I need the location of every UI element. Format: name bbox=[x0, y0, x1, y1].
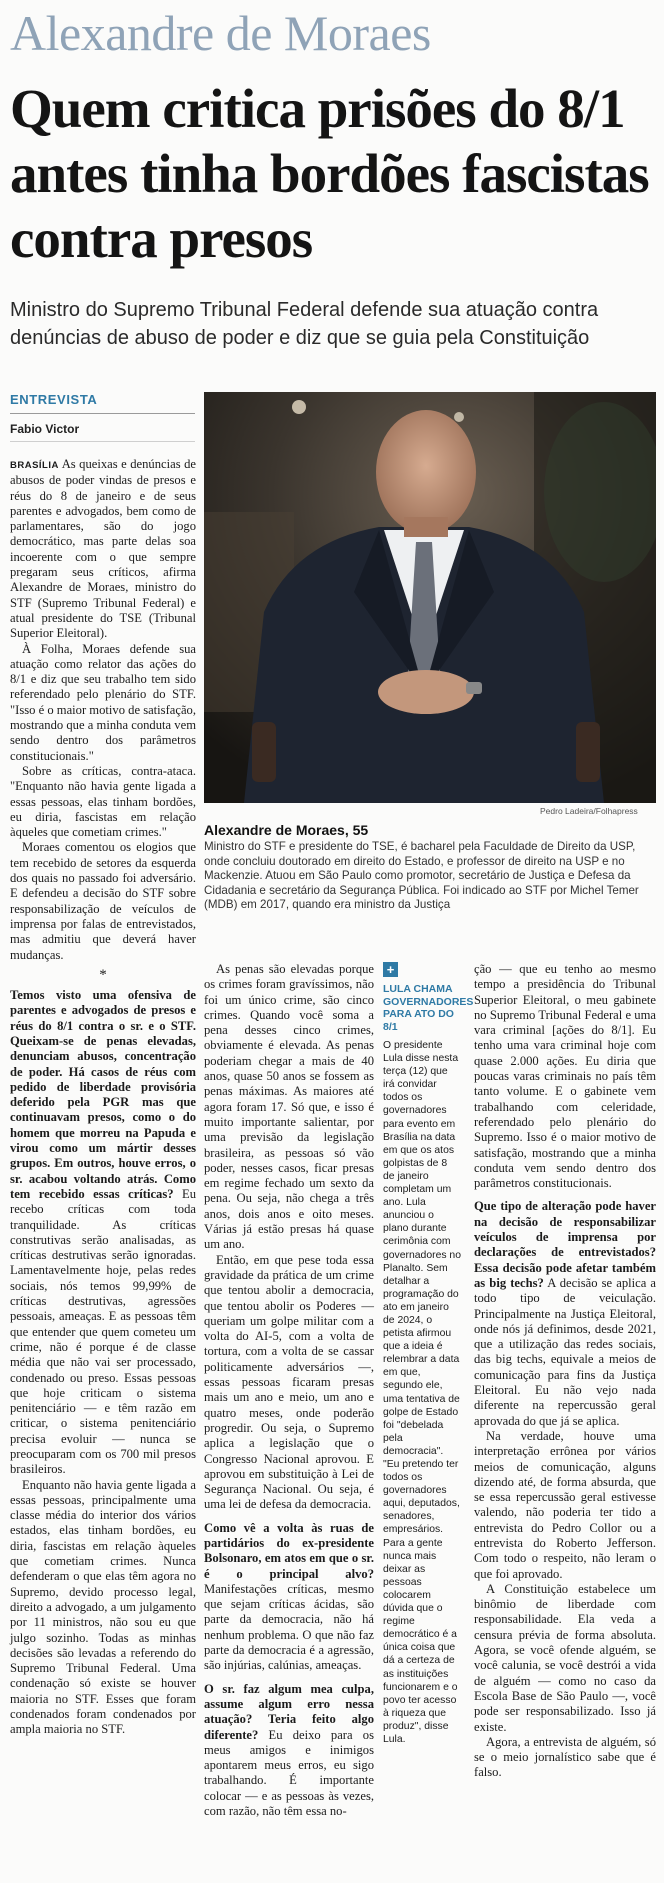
paragraph: Então, em que pese toda essa gravidade da prática de um crime que tentou abolir a democracia, que tentou abolir os Poderes — queriam um golpe militar com a volta do AI-5, com a volta de tortura, com a volta de se cassar politicamente adversários —, essas pessoas ficaram presas mais um ano e meio, um ano e quatro meses, onde poderão progredir. Ou seja, o Supremo aplica a legislação que o Congresso Nacional aprovou. E aprovou em substituição à Lei de Segurança Nacional. Ou seja, é uma lei de defesa da democracia. bbox=[204, 1252, 374, 1512]
paragraph: Agora, a entrevista de alguém, só se o meio jornalístico sabe que é falso. bbox=[474, 1734, 656, 1780]
paragraph: A Constituição estabelece um binômio de liberdade com responsabilidade. Ela veda a censura prévia de forma absoluta. Agora, se você ofende alguém, se você calunia, se você destrói a vida de alguém — como no caso da Escola Base de São Paulo —, você pode ser responsabilizado. Isso já existe. bbox=[474, 1581, 656, 1734]
divider bbox=[10, 413, 195, 414]
question: Como vê a volta às ruas de partidários do ex-presidente Bolsonaro, em atos em que o sr. é o principal alvo? bbox=[204, 1520, 374, 1581]
paragraph: Na verdade, houve uma interpretação errônea por vários meios de comunicação, alguns dizendo até, de forma absurda, que se essa repercussão geral estivesse valendo, não poderia ter tido a entrevista do Pedro Collor ou a entrevista do Roberto Jefferson. Com todo o respeito, não leram o que foi aprovado. bbox=[474, 1428, 656, 1581]
article-column-2 bbox=[204, 962, 374, 1819]
caption-name: Alexandre de Moraes, 55 bbox=[204, 822, 369, 838]
article-column-1 bbox=[10, 457, 196, 1738]
plus-icon: + bbox=[383, 962, 398, 977]
divider bbox=[10, 441, 195, 442]
paragraph: Enquanto não havia gente ligada a essas pessoas, principalmente uma classe média do interior dos vários estados, elas tinham bordões, eu diria, fascistas em relação àqueles que cometiam crimes. Nunca defenderam o que elas têm agora no Supremo, devido processo legal, direito a advogado, a um julgamento por 11 ministros, não sou eu que julgo sozinho. Todas as minhas decisões são levadas a referendo do Supremo Tribunal Federal. Uma condenação só existe se houver maioria no STF. Esses que foram condenados foram condenados por ampla maioria no STF. bbox=[10, 1477, 196, 1737]
headline: Quem critica prisões do 8/1 antes tinha bordões fascistas contra presos bbox=[10, 78, 649, 269]
question: O sr. faz algum mea culpa, assume algum erro nessa atuação? Teria feito algo diferente? bbox=[204, 1681, 374, 1742]
byline: Fabio Victor bbox=[10, 422, 80, 436]
paragraph: As penas são elevadas porque os crimes foram gravíssimos, não foi um único crime, são cinco crimes. Quando você soma a pena desses cinco crimes, obviamente é elevada. As penas poderiam chegar a mais de 40 anos, quase 50 anos se fossem as penas máximas. As maiores até agora foram 17. Só que, e isso é muito importante salientar, por uma previsão da legislação brasileira, as pessoas só vão poder, nesses casos, ficar presas em regime fechado um sexto da pena. Ou seja, não chega a três anos, dois anos e oito meses. Várias já estão presas há quase um ano. bbox=[204, 962, 374, 1252]
caption-text: Ministro do STF e presidente do TSE, é bacharel pela Faculdade de Direito da USP, onde concluiu doutorado em direito do Estado, e professor de direito na USP e no Mackenzie. Atuou em São Paulo como promotor, secretário de Justiça e Defesa da Cidadania e secretário da Segurança Pública. Foi indicado ao STF por Michel Temer (MDB) em 2017, quando era ministro da Justiça bbox=[204, 840, 639, 911]
kicker: Alexandre de Moraes bbox=[10, 5, 431, 61]
portrait-photo bbox=[204, 392, 656, 803]
deck-subtitle: Ministro do Supremo Tribunal Federal defende sua atuação contra denúncias de abuso de poder e diz que se guia pela Constituição bbox=[10, 299, 599, 349]
dateline: BRASÍLIA bbox=[10, 460, 59, 471]
paragraph: Sobre as críticas, contra-ataca. "Enquanto não havia gente ligada a essas pessoas, elas tinham bordões, eu diria, fascistas em relação àqueles que cometiam crimes." bbox=[10, 763, 196, 840]
answer: Eu deixo para os meus amigos e inimigos apontarem meus erros, eu sigo trabalhando. É importante colocar — e as pessoas às vezes, com razão, não têm essa no- bbox=[204, 1727, 374, 1819]
portrait-illustration bbox=[204, 392, 656, 803]
section-label: ENTREVISTA bbox=[10, 392, 98, 407]
question: Temos visto uma ofensiva de parentes e advogados de presos e réus do 8/1 contra o sr. e o STF. Queixam-se de penas elevadas, denunciam abusos, concentração de poder. Há casos de réus com pedido de liberdade provisória deferido pela PGR mas que continuavam presos, como o do homem que morreu na Papuda e virou como um mártir desses grupos. Em outros, houve erros, o sr. acabou voltando atrás. Como tem recebido essas críticas? bbox=[10, 988, 196, 1201]
article-column-3 bbox=[474, 962, 656, 1781]
paragraph: ção — que eu tenho ao mesmo tempo a presidência do Tribunal Superior Eleitoral, o meu gabinete no Supremo Tribunal Federal e uma vara criminal [ações do 8/1]. Eu tenho uma vara criminal hoje com quase 2.000 ações. Eu diria que poucas varas criminais no país têm tanto volume. E o gabinete vem trabalhando com celeridade, referendado pelo plenário do Supremo. Isso é o maior motivo de satisfação, mostrando que a minha conduta vem sendo dentro dos parâmetros constitucionais. bbox=[474, 962, 656, 1191]
sidebar-box bbox=[383, 962, 474, 1746]
question: Que tipo de alteração pode haver na decisão de responsabilizar veículos de imprensa por declarações de entrevistados? Essa decisão pode afetar também as big techs? bbox=[474, 1199, 656, 1290]
paragraph: À Folha, Moraes defende sua atuação como relator das ações do 8/1 e diz que seu trabalho tem sido referendado pelo plenário do STF. "Isso é o maior motivo de satisfação, mostrando que a minha conduta vem sendo dentro dos parâmetros constitucionais." bbox=[10, 641, 196, 763]
sidebar-text: O presidente Lula disse nesta terça (12) que irá convidar todos os governadores para evento em Brasília na data em que os atos golpistas de 8 de janeiro completam um ano. Lula anunciou o plano durante cerimônia com governadores no Planalto. Sem detalhar a programação do ato em janeiro de 2024, o petista afirmou que a ideia é relembrar a data em que, segundo ele, uma tentativa de golpe de Estado foi "debelada pela democracia". "Eu pretendo ter todos os governadores aqui, deputados, senadores, empresários. Para a gente nunca mais deixar as pessoas colocarem dúvida que o regime democrático é a única coisa que dá a certeza de as instituições funcionarem e o povo ter acesso à riqueza que produz", disse Lula. bbox=[383, 1040, 461, 1745]
answer: Manifestações críticas, mesmo que sejam críticas ácidas, são parte da democracia, não há nenhum problema. O que não faz parte da democracia é a agressão, são injúrias, calúnias, ameaças. bbox=[204, 1581, 374, 1673]
paragraph: Moraes comentou os elogios que tem recebido de setores da esquerda dos quais no passado foi adversário. E defendeu a decisão do STF sobre responsabilização de veículos de imprensa por falas de entrevistados, mas admitiu que deverá haver mudanças. bbox=[10, 840, 196, 962]
section-break: * bbox=[99, 966, 107, 983]
photo-credit: Pedro Ladeira/Folhapress bbox=[540, 806, 638, 816]
answer: A decisão se aplica a todo tipo de veiculação. Principalmente na Justiça Eleitoral, onde nós já definimos, desde 2021, que a utilização das redes sociais, das big techs, equivale a meios de comunicação para fins da Justiça Eleitoral. Eu não vejo nada diferente na repercussão geral aprovada do que já se aplica. bbox=[474, 1275, 656, 1428]
paragraph: As queixas e denúncias de abusos de poder vindas de presos e réus do 8 de janeiro e de seus parentes e advogados, bem como de parlamentares, são do jogo democrático, mas parte delas soa incoerente com o que sempre pregaram seus críticos, afirma Alexandre de Moraes, ministro do STF (Supremo Tribunal Federal) e atual presidente do TSE (Tribunal Superior Eleitoral). bbox=[10, 457, 196, 641]
sidebar-title: LULA CHAMA GOVERNADORES PARA ATO DO 8/1 bbox=[383, 983, 474, 1033]
answer: Eu recebo críticas com toda tranquilidade. As críticas construtivas serão analisadas, as críticas destrutivas serão ignoradas. Lamentavelmente hoje, pelas redes sociais, nós temos 99,99% de críticas destrutivas, agressões pessoais, ameaças. E as pessoas têm que entender que quem cometeu um crime, não é porque é de classe média que não vai ser processado, condenado ou preso. Essas pessoas que hoje criticam o sistema penitenciário — e têm razão em criticar, o sistema penitenciário precisa evoluir — nunca se preocuparam com os 700 mil presos brasileiros. bbox=[10, 1186, 196, 1477]
